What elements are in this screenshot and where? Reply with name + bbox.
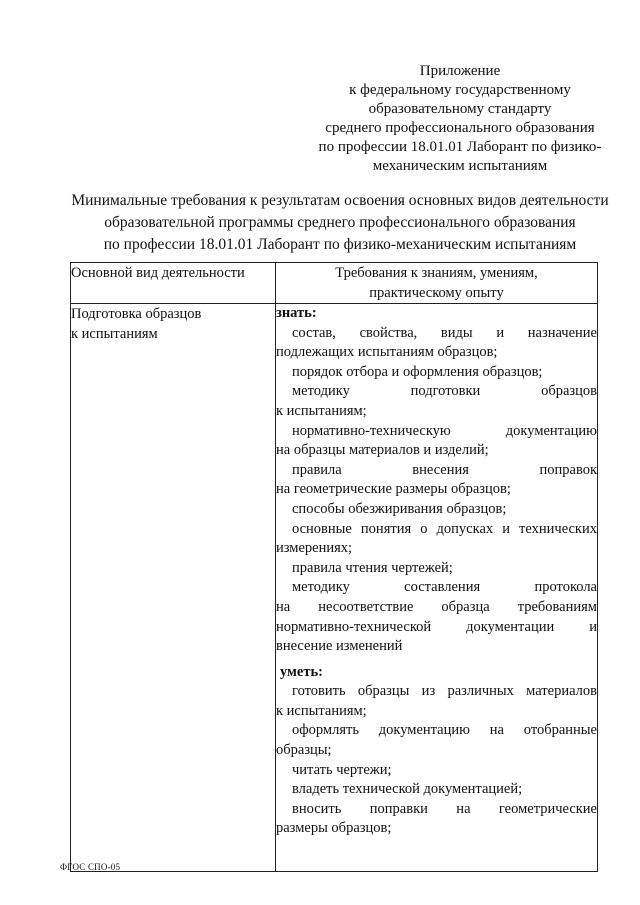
know-item-line: правила чтения чертежей; (292, 559, 453, 576)
title-line: Минимальные требования к результатам освоения основных видов деятельности (71, 192, 609, 209)
appendix-line: среднего профессионального образования (325, 120, 595, 136)
title-line: образовательной программы среднего профессионального образования (104, 214, 576, 231)
can-item-line: оформлять документацию на отобранные (292, 722, 597, 739)
know-item (276, 363, 597, 383)
can-item (276, 761, 597, 781)
requirements-table (70, 262, 598, 872)
know-item-line: методику подготовки образцов (292, 383, 597, 400)
footer-code: ФГОС СПО-05 (60, 862, 121, 872)
know-item-line: методику составления протокола (292, 579, 597, 596)
can-list (276, 682, 597, 839)
appendix-line: образовательному стандарту (368, 101, 552, 117)
know-item-line: порядок отбора и оформления образцов; (292, 363, 543, 380)
know-item-line: правила внесения поправок (292, 461, 597, 478)
can-item-line: размеры образцов; (276, 820, 392, 837)
know-item (276, 559, 597, 579)
know-item (276, 500, 597, 520)
header-requirements (276, 263, 598, 304)
know-item (276, 461, 597, 500)
know-item (276, 324, 597, 363)
appendix-header (300, 62, 620, 176)
can-item-line: читать чертежи; (292, 761, 392, 778)
know-item (276, 382, 597, 421)
know-list (276, 324, 597, 657)
know-item-line: на несоответствие образца требованиям (276, 598, 597, 615)
requirements-cell (276, 304, 598, 872)
know-item-line: способы обезжиривания образцов; (292, 500, 507, 517)
header-requirements-line: практическому опыту (369, 285, 504, 301)
can-item-line: к испытаниям; (276, 702, 367, 719)
header-activity: Основной вид деятельности (71, 263, 276, 304)
activity-line: Подготовка образцов (71, 306, 202, 322)
know-item-line: на образцы материалов и изделий; (276, 442, 489, 459)
can-item-line: готовить образцы из различных материалов (292, 683, 597, 700)
activity-cell (71, 304, 276, 872)
know-heading: знать: (276, 305, 317, 321)
know-item-line: нормативно-технической документации и (276, 618, 597, 635)
can-heading: уметь: (280, 663, 323, 680)
know-item-line: к испытаниям; (276, 402, 367, 419)
know-item (276, 422, 597, 461)
activity-line: к испытаниям (71, 326, 158, 342)
know-item-line: измерениях; (276, 540, 353, 557)
know-item-line: на геометрические размеры образцов; (276, 481, 511, 498)
table-row (71, 304, 598, 872)
appendix-line: к федеральному государственному (349, 82, 571, 98)
can-item (276, 780, 597, 800)
can-item (276, 800, 597, 839)
appendix-line: механическим испытаниям (372, 158, 548, 174)
header-requirements-line: Требования к знаниям, умениям, (335, 265, 538, 281)
title-line: по профессии 18.01.01 Лаборант по физико-механическим испытаниям (103, 236, 577, 253)
appendix-line: по профессии 18.01.01 Лаборант по физико- (318, 139, 602, 155)
know-item (276, 578, 597, 656)
can-item-line: образцы; (276, 742, 332, 759)
can-item (276, 682, 597, 721)
know-item-line: нормативно-техническую документацию (292, 422, 597, 439)
can-item-line: вносить поправки на геометрические (292, 800, 597, 817)
can-item-line: владеть технической документацией; (292, 781, 523, 798)
appendix-line: Приложение (419, 63, 501, 79)
table-header-row (71, 263, 598, 304)
know-item-line: состав, свойства, виды и назначение (292, 324, 597, 341)
know-item-line: подлежащих испытаниям образцов; (276, 344, 498, 361)
know-item (276, 520, 597, 559)
can-item (276, 721, 597, 760)
know-item-line: внесение изменений (276, 638, 403, 655)
know-item-line: основные понятия о допусках и технических (292, 520, 597, 537)
document-title (60, 190, 620, 256)
